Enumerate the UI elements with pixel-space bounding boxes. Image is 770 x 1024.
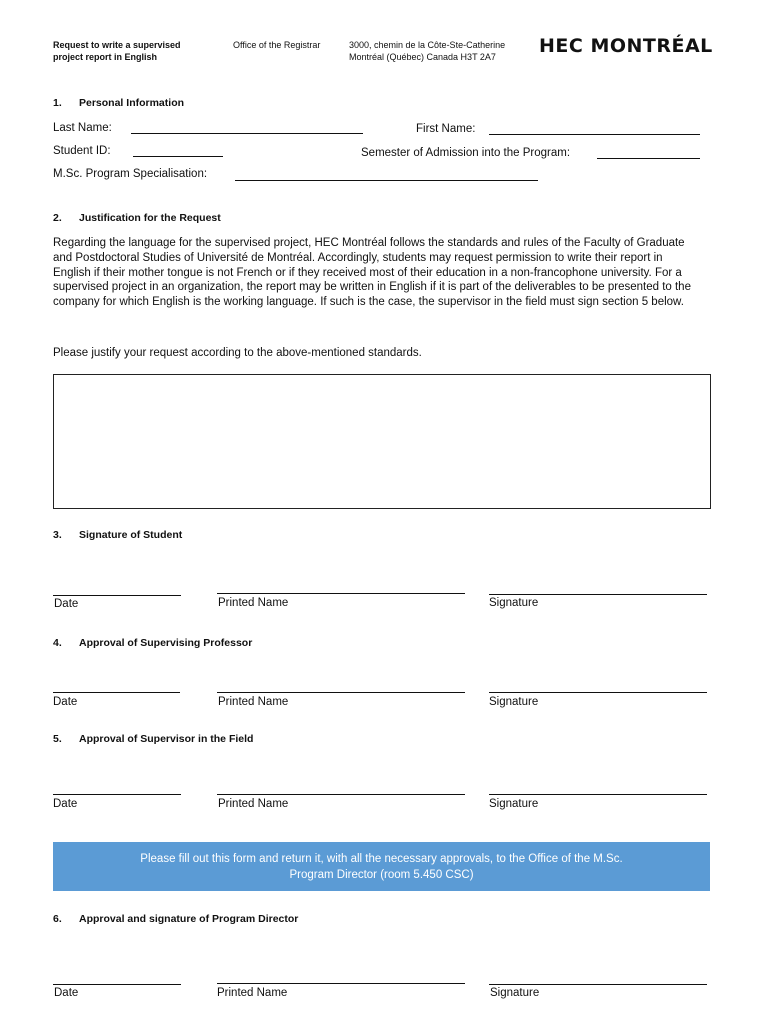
section3-title: Signature of Student — [79, 529, 183, 541]
section2-number: 2. — [53, 212, 62, 224]
specialisation-field[interactable] — [235, 180, 538, 181]
section6-title: Approval and signature of Program Director — [79, 913, 299, 925]
form-title-line1: Request to write a supervised — [53, 40, 181, 50]
section1-title: Personal Information — [79, 97, 185, 109]
justification-paragraph: Regarding the language for the supervised project, HEC Montréal follows the standards and rules of the Faculty of Graduate and Postdoctoral Studies of Université de Montréal. Accordingly, students may request permission to write their report in English if their mother tongue is not French or if they received most of their education in a non-francophone university. For a supervised project in an organization, the report may be written in English if it is part of the deliverables to be presented to the company for which English is the working language. If such is the case, the supervisor in the field must sign section 5 below. — [53, 237, 691, 309]
professor-date-label: Date — [53, 696, 78, 708]
section3-number: 3. — [53, 529, 62, 541]
office-name: Office of the Registrar — [233, 40, 321, 50]
field-supervisor-date-label: Date — [53, 798, 78, 810]
semester-label: Semester of Admission into the Program: — [361, 147, 571, 159]
director-signature-label: Signature — [490, 987, 540, 999]
address-line2: Montréal (Québec) Canada H3T 2A7 — [349, 52, 496, 62]
director-printed-name-line[interactable] — [217, 983, 465, 984]
student-signature-label: Signature — [489, 597, 539, 609]
last-name-field[interactable] — [131, 133, 363, 134]
student-signature-line[interactable] — [489, 594, 707, 595]
director-date-label: Date — [54, 987, 79, 999]
justification-textbox[interactable] — [53, 374, 711, 509]
director-signature-line[interactable] — [489, 984, 707, 985]
specialisation-label: M.Sc. Program Specialisation: — [53, 168, 208, 180]
student-printed-name-line[interactable] — [217, 593, 465, 594]
field-supervisor-printed-name-line[interactable] — [217, 794, 465, 795]
section2-title: Justification for the Request — [79, 212, 221, 224]
section4-number: 4. — [53, 637, 62, 649]
student-id-label: Student ID: — [53, 145, 111, 157]
field-supervisor-signature-line[interactable] — [489, 794, 707, 795]
first-name-label: First Name: — [416, 123, 476, 135]
section4-title: Approval of Supervising Professor — [79, 637, 253, 649]
section1-number: 1. — [53, 97, 62, 109]
field-supervisor-signature-label: Signature — [489, 798, 539, 810]
form-title — [53, 39, 181, 63]
professor-signature-line[interactable] — [489, 692, 707, 693]
section5-number: 5. — [53, 733, 62, 745]
professor-date-line[interactable] — [53, 692, 180, 693]
banner-line2: Program Director (room 5.450 CSC) — [289, 869, 474, 881]
hec-montreal-logo: HEC MONTRÉAL — [539, 35, 713, 57]
student-id-field[interactable] — [133, 156, 223, 157]
professor-printed-name-line[interactable] — [217, 692, 465, 693]
form-title-line2: project report in English — [53, 52, 158, 62]
professor-signature-label: Signature — [489, 696, 539, 708]
address-line1: 3000, chemin de la Côte-Ste-Catherine — [349, 40, 506, 50]
director-printed-name-label: Printed Name — [217, 987, 288, 999]
section6-number: 6. — [53, 913, 62, 925]
justify-prompt: Please justify your request according to the above-mentioned standards. — [53, 347, 422, 359]
semester-field[interactable] — [597, 158, 700, 159]
field-supervisor-date-line[interactable] — [53, 794, 181, 795]
last-name-label: Last Name: — [53, 122, 112, 134]
section5-title: Approval of Supervisor in the Field — [79, 733, 254, 745]
professor-printed-name-label: Printed Name — [218, 696, 289, 708]
banner-line1: Please fill out this form and return it, with all the necessary approvals, to the Office of the M.Sc. — [140, 853, 623, 865]
director-date-line[interactable] — [53, 984, 181, 985]
student-printed-name-label: Printed Name — [218, 597, 289, 609]
instructions-banner — [53, 842, 710, 891]
office-address — [349, 39, 505, 63]
student-date-line[interactable] — [53, 595, 181, 596]
student-date-label: Date — [54, 598, 79, 610]
first-name-field[interactable] — [489, 134, 700, 135]
field-supervisor-printed-name-label: Printed Name — [218, 798, 289, 810]
